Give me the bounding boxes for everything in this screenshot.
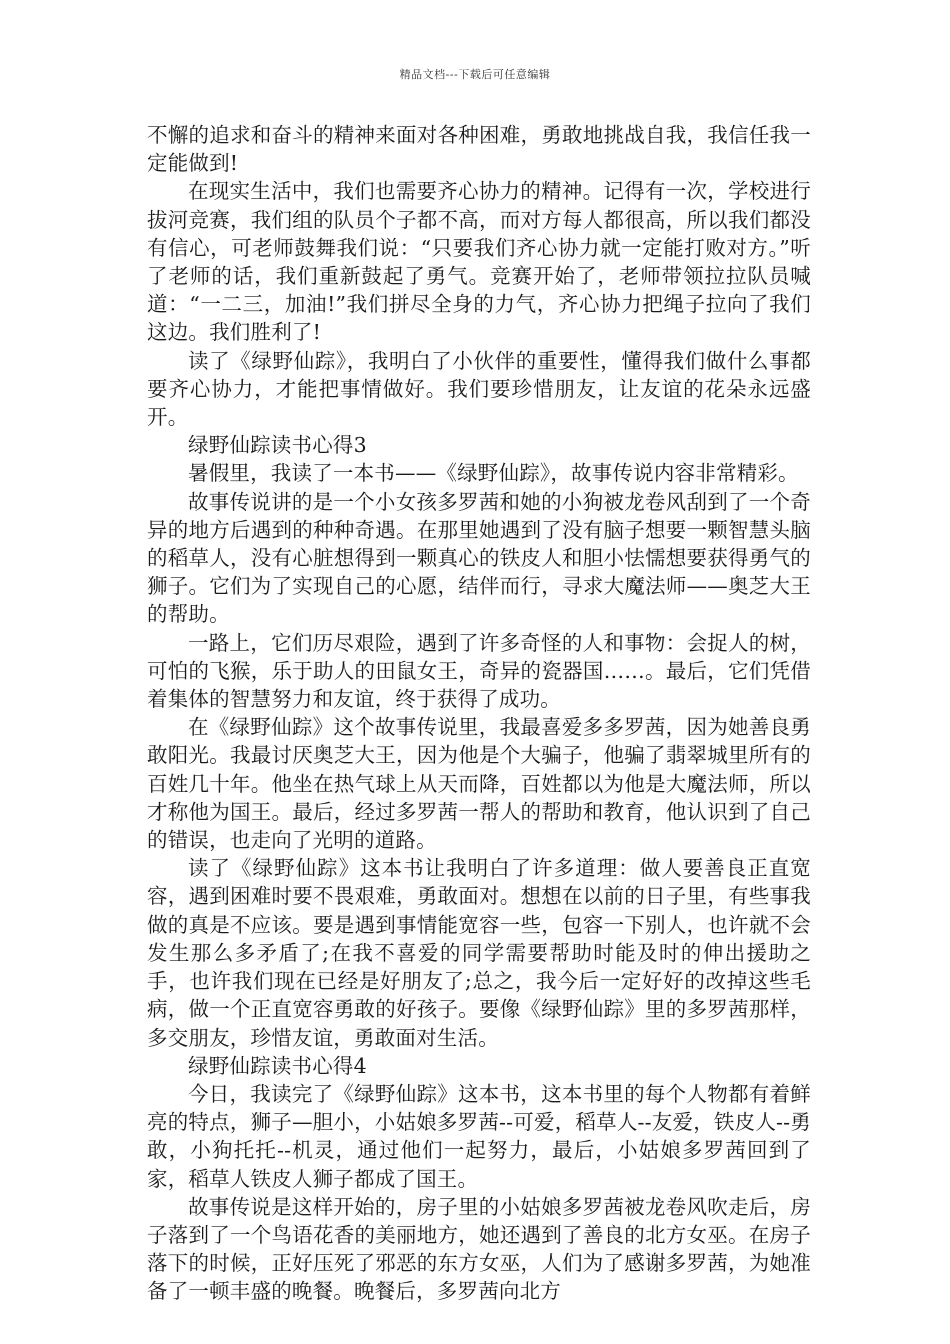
paragraph: 故事传说讲的是一个小女孩多罗茜和她的小狗被龙卷风刮到了一个奇异的地方后遇到的种种奇遇。在那里她遇到了没有脑子想要一颗智慧头脑的稻草人，没有心脏想得到一颗真心的铁皮人和胆小怯懦想要获得勇气的狮子。它们为了实现自己的心愿，结伴而行，寻求大魔法师——奥芝大王的帮助。 xyxy=(147,489,811,627)
paragraph: 在现实生活中，我们也需要齐心协力的精神。记得有一次，学校进行拔河竞赛，我们组的队员个子都不高，而对方每人都很高，所以我们都没有信心，可老师鼓舞我们说：“只要我们齐心协力就一定能打败对方。”听了老师的话，我们重新鼓起了勇气。竞赛开始了，老师带领拉拉队员喊道：“一二三，加油!”我们拼尽全身的力气，齐心协力把绳子拉向了我们这边。我们胜利了! xyxy=(147,179,811,345)
paragraph: 读了《绿野仙踪》这本书让我明白了许多道理：做人要善良正直宽容，遇到困难时要不畏艰难，勇敢面对。想想在以前的日子里，有些事我做的真是不应该。要是遇到事情能宽容一些，包容一下别人，也许就不会发生那么多矛盾了;在我不喜爱的同学需要帮助时能及时的伸出援助之手，也许我们现在已经是好朋友了;总之，我今后一定好好的改掉这些毛病，做一个正直宽容勇敢的好孩子。要像《绿野仙踪》里的多罗茜那样，多交朋友，珍惜友谊，勇敢面对生活。 xyxy=(147,856,811,1050)
section-heading: 绿野仙踪读书心得4 xyxy=(188,1053,367,1078)
paragraph: 暑假里，我读了一本书——《绿野仙踪》，故事传说内容非常精彩。 xyxy=(188,461,799,486)
paragraph: 今日，我读完了《绿野仙踪》这本书，这本书里的每个人物都有着鲜亮的特点，狮子—胆小，小姑娘多罗茜--可爱，稻草人--友爱，铁皮人--勇敢，小狗托托--机灵，通过他们一起努力，最后，小姑娘多罗茜回到了家，稻草人铁皮人狮子都成了国王。 xyxy=(147,1081,811,1191)
paragraph: 在《绿野仙踪》这个故事传说里，我最喜爱多多罗茜，因为她善良勇敢阳光。我最讨厌奥芝大王，因为他是个大骗子，他骗了翡翠城里所有的百姓几十年。他坐在热气球上从天而降，百姓都以为他是大魔法师，所以才称他为国王。最后，经过多罗茜一帮人的帮助和教育，他认识到了自己的错误，也走向了光明的道路。 xyxy=(147,715,811,853)
paragraph: 故事传说是这样开始的，房子里的小姑娘多罗茜被龙卷风吹走后，房子落到了一个鸟语花香的美丽地方，她还遇到了善良的北方女巫。在房子落下的时候，正好压死了邪恶的东方女巫，人们为了感谢多罗茜，为她准备了一顿丰盛的晚餐。晚餐后，多罗茜向北方 xyxy=(147,1194,811,1304)
page-header: 精品文档---下载后可任意编辑 xyxy=(399,68,551,81)
section-heading: 绿野仙踪读书心得3 xyxy=(188,433,367,458)
document-body xyxy=(147,121,811,1306)
paragraph: 一路上，它们历尽艰险，遇到了许多奇怪的人和事物：会捉人的树，可怕的飞猴，乐于助人的田鼠女王，奇异的瓷器国……。最后，它们凭借着集体的智慧努力和友谊，终于获得了成功。 xyxy=(147,630,811,712)
paragraph-continuation: 不懈的追求和奋斗的精神来面对各种困难，勇敢地挑战自我，我信任我一定能做到! xyxy=(147,123,811,176)
paragraph: 读了《绿野仙踪》，我明白了小伙伴的重要性，懂得我们做什么事都要齐心协力，才能把事情做好。我们要珍惜朋友，让友谊的花朵永远盛开。 xyxy=(147,348,811,430)
